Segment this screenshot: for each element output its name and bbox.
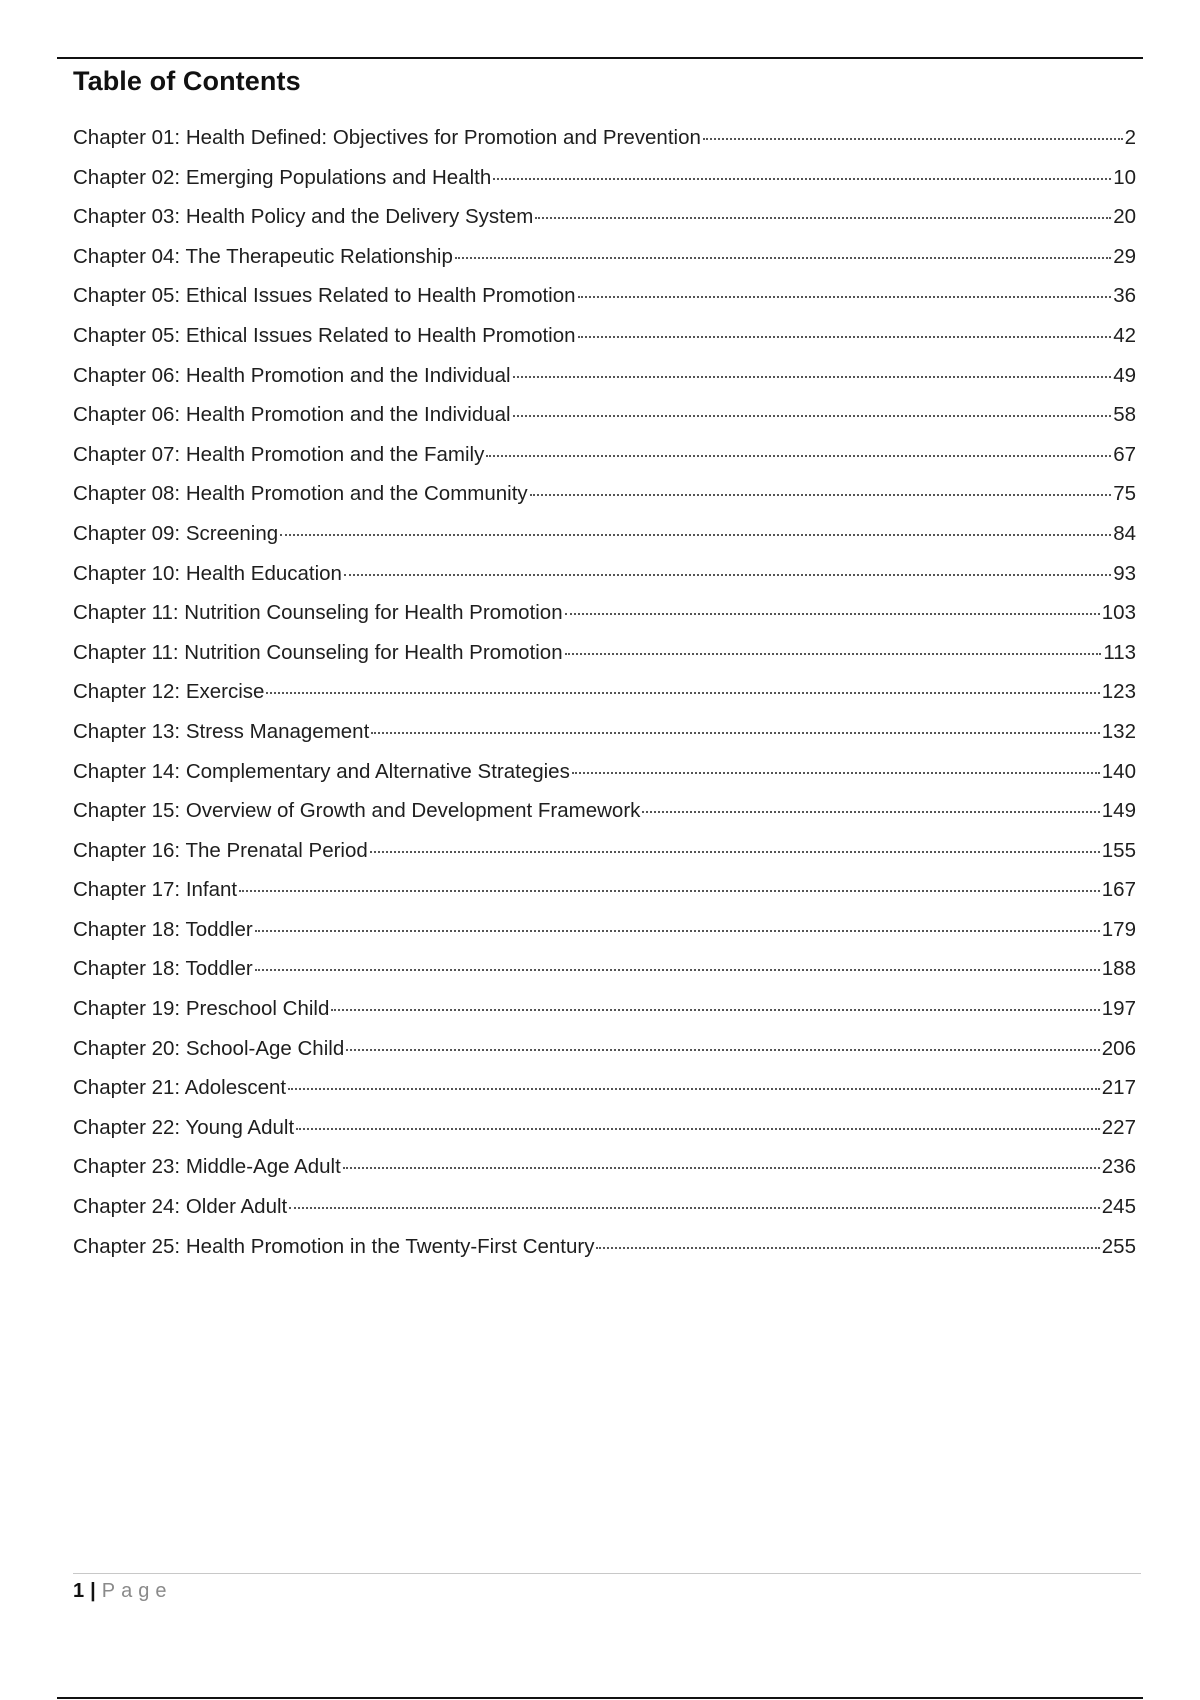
toc-entry-label: Chapter 12: Exercise: [73, 680, 265, 704]
dot-leader: [370, 851, 1100, 853]
toc-entry[interactable]: [73, 284, 1136, 324]
toc-entry[interactable]: [73, 839, 1136, 879]
toc-entry[interactable]: [73, 126, 1136, 166]
toc-entry[interactable]: [73, 324, 1136, 364]
dot-leader: [578, 296, 1112, 298]
toc-entry-page-number: 255: [1101, 1234, 1136, 1258]
toc-entry-label: Chapter 06: Health Promotion and the Individual: [73, 363, 511, 387]
dot-leader: [280, 534, 1111, 536]
dot-leader: [513, 376, 1112, 378]
toc-entry-label: Chapter 20: School-Age Child: [73, 1036, 345, 1060]
toc-entry-page-number: 132: [1101, 719, 1136, 743]
toc-entry[interactable]: [73, 641, 1136, 681]
toc-entry[interactable]: [73, 522, 1136, 562]
toc-entry[interactable]: [73, 760, 1136, 800]
toc-entry-label: Chapter 11: Nutrition Counseling for Health Promotion: [73, 640, 563, 664]
dot-leader: [255, 969, 1100, 971]
toc-entry-page-number: 179: [1101, 917, 1136, 941]
toc-entry-label: Chapter 18: Toddler: [73, 957, 253, 981]
toc-entry-label: Chapter 13: Stress Management: [73, 719, 370, 743]
toc-entry-page-number: 42: [1113, 323, 1136, 347]
toc-entry-page-number: 103: [1101, 601, 1136, 625]
toc-entry-label: Chapter 04: The Therapeutic Relationship: [73, 244, 453, 268]
toc-entry-page-number: 2: [1124, 126, 1136, 149]
toc-entry-page-number: 10: [1113, 165, 1136, 189]
dot-leader: [239, 890, 1100, 892]
dot-leader: [331, 1009, 1099, 1011]
toc-entry-page-number: 167: [1101, 878, 1136, 902]
dot-leader: [288, 1088, 1100, 1090]
toc-entry-page-number: 149: [1101, 799, 1136, 823]
toc-entry-label: Chapter 07: Health Promotion and the Family: [73, 442, 485, 466]
dot-leader: [255, 930, 1100, 932]
dot-leader: [530, 494, 1112, 496]
toc-entry-page-number: 58: [1113, 403, 1136, 427]
top-divider: [57, 57, 1143, 59]
toc-entry[interactable]: [73, 166, 1136, 206]
toc-entry-page-number: 75: [1113, 482, 1136, 506]
toc-entry[interactable]: [73, 799, 1136, 839]
toc-entry-page-number: 245: [1101, 1195, 1136, 1219]
toc-entry-label: Chapter 21: Adolescent: [73, 1076, 287, 1100]
bottom-divider: [57, 1697, 1143, 1699]
dot-leader: [371, 732, 1100, 734]
dot-leader: [596, 1247, 1099, 1249]
toc-entry-page-number: 123: [1101, 680, 1136, 704]
toc-entry-label: Chapter 22: Young Adult: [73, 1115, 295, 1139]
toc-entry[interactable]: [73, 205, 1136, 245]
footer-divider: [73, 1573, 1141, 1574]
toc-entry[interactable]: [73, 1076, 1136, 1116]
toc-entry-label: Chapter 25: Health Promotion in the Twenty-First Century: [73, 1234, 595, 1258]
dot-leader: [578, 336, 1112, 338]
toc-entry-page-number: 236: [1101, 1155, 1136, 1179]
toc-entry-label: Chapter 02: Emerging Populations and Health: [73, 165, 492, 189]
dot-leader: [565, 653, 1102, 655]
toc-entry[interactable]: [73, 364, 1136, 404]
toc-entry-label: Chapter 23: Middle-Age Adult: [73, 1155, 341, 1179]
dot-leader: [266, 692, 1099, 694]
toc-entry-label: Chapter 24: Older Adult: [73, 1195, 288, 1219]
toc-entry-label: Chapter 08: Health Promotion and the Community: [73, 482, 528, 506]
dot-leader: [343, 1167, 1100, 1169]
toc-entry-page-number: 217: [1101, 1076, 1136, 1100]
toc-entry[interactable]: [73, 957, 1136, 997]
toc-entry-label: Chapter 01: Health Defined: Objectives for Promotion and Prevention: [73, 126, 701, 149]
toc-entry-page-number: 93: [1113, 561, 1136, 585]
dot-leader: [455, 257, 1111, 259]
toc-entry-label: Chapter 17: Infant: [73, 878, 238, 902]
dot-leader: [513, 415, 1112, 417]
dot-leader: [642, 811, 1099, 813]
footer-separator: |: [90, 1580, 96, 1602]
toc-entry[interactable]: [73, 997, 1136, 1037]
toc-entry[interactable]: [73, 1116, 1136, 1156]
dot-leader: [493, 178, 1111, 180]
toc-entry-page-number: 113: [1103, 640, 1136, 664]
dot-leader: [703, 138, 1123, 140]
toc-entry-page-number: 67: [1113, 442, 1136, 466]
toc-entry-label: Chapter 10: Health Education: [73, 561, 342, 585]
toc-list: [73, 126, 1136, 1274]
footer-page-number: 1: [73, 1580, 85, 1602]
dot-leader: [289, 1207, 1100, 1209]
toc-entry[interactable]: [73, 1235, 1136, 1275]
toc-entry[interactable]: [73, 1195, 1136, 1235]
toc-entry[interactable]: [73, 482, 1136, 522]
page-title: Table of Contents: [73, 66, 301, 96]
toc-entry-label: Chapter 05: Ethical Issues Related to Health Promotion: [73, 323, 576, 347]
toc-entry-page-number: 155: [1101, 838, 1136, 862]
toc-entry-page-number: 36: [1113, 284, 1136, 308]
toc-entry-page-number: 29: [1113, 244, 1136, 268]
toc-entry-page-number: 197: [1101, 997, 1136, 1021]
dot-leader: [344, 574, 1111, 576]
toc-entry-label: Chapter 11: Nutrition Counseling for Health Promotion: [73, 601, 563, 625]
toc-entry[interactable]: [73, 562, 1136, 602]
dot-leader: [486, 455, 1111, 457]
dot-leader: [296, 1128, 1100, 1130]
dot-leader: [565, 613, 1100, 615]
toc-entry-label: Chapter 05: Ethical Issues Related to Health Promotion: [73, 284, 576, 308]
dot-leader: [572, 772, 1100, 774]
dot-leader: [535, 217, 1111, 219]
toc-entry-label: Chapter 06: Health Promotion and the Individual: [73, 403, 511, 427]
toc-entry-label: Chapter 15: Overview of Growth and Development Framework: [73, 799, 641, 823]
toc-entry-page-number: 206: [1101, 1036, 1136, 1060]
toc-entry-label: Chapter 09: Screening: [73, 521, 279, 545]
toc-entry-page-number: 84: [1113, 521, 1136, 545]
toc-entry-label: Chapter 18: Toddler: [73, 917, 253, 941]
dot-leader: [346, 1049, 1100, 1051]
toc-entry[interactable]: [73, 1037, 1136, 1077]
toc-entry[interactable]: [73, 403, 1136, 443]
toc-entry-label: Chapter 14: Complementary and Alternative Strategies: [73, 759, 570, 783]
toc-entry-label: Chapter 16: The Prenatal Period: [73, 838, 368, 862]
toc-entry-page-number: 49: [1113, 363, 1136, 387]
toc-entry[interactable]: [73, 245, 1136, 285]
toc-entry-page-number: 140: [1101, 759, 1136, 783]
toc-entry[interactable]: [73, 878, 1136, 918]
toc-entry-page-number: 227: [1101, 1115, 1136, 1139]
toc-entry[interactable]: [73, 680, 1136, 720]
toc-entry[interactable]: [73, 720, 1136, 760]
toc-entry-label: Chapter 03: Health Policy and the Delivery System: [73, 205, 534, 229]
toc-entry-page-number: 20: [1113, 205, 1136, 229]
toc-entry[interactable]: [73, 1155, 1136, 1195]
footer-page-label: Page: [101, 1580, 173, 1602]
toc-entry-page-number: 188: [1101, 957, 1136, 981]
page-footer: [73, 1580, 172, 1603]
toc-entry-label: Chapter 19: Preschool Child: [73, 997, 330, 1021]
toc-entry[interactable]: [73, 601, 1136, 641]
toc-entry[interactable]: [73, 443, 1136, 483]
toc-entry[interactable]: [73, 918, 1136, 958]
